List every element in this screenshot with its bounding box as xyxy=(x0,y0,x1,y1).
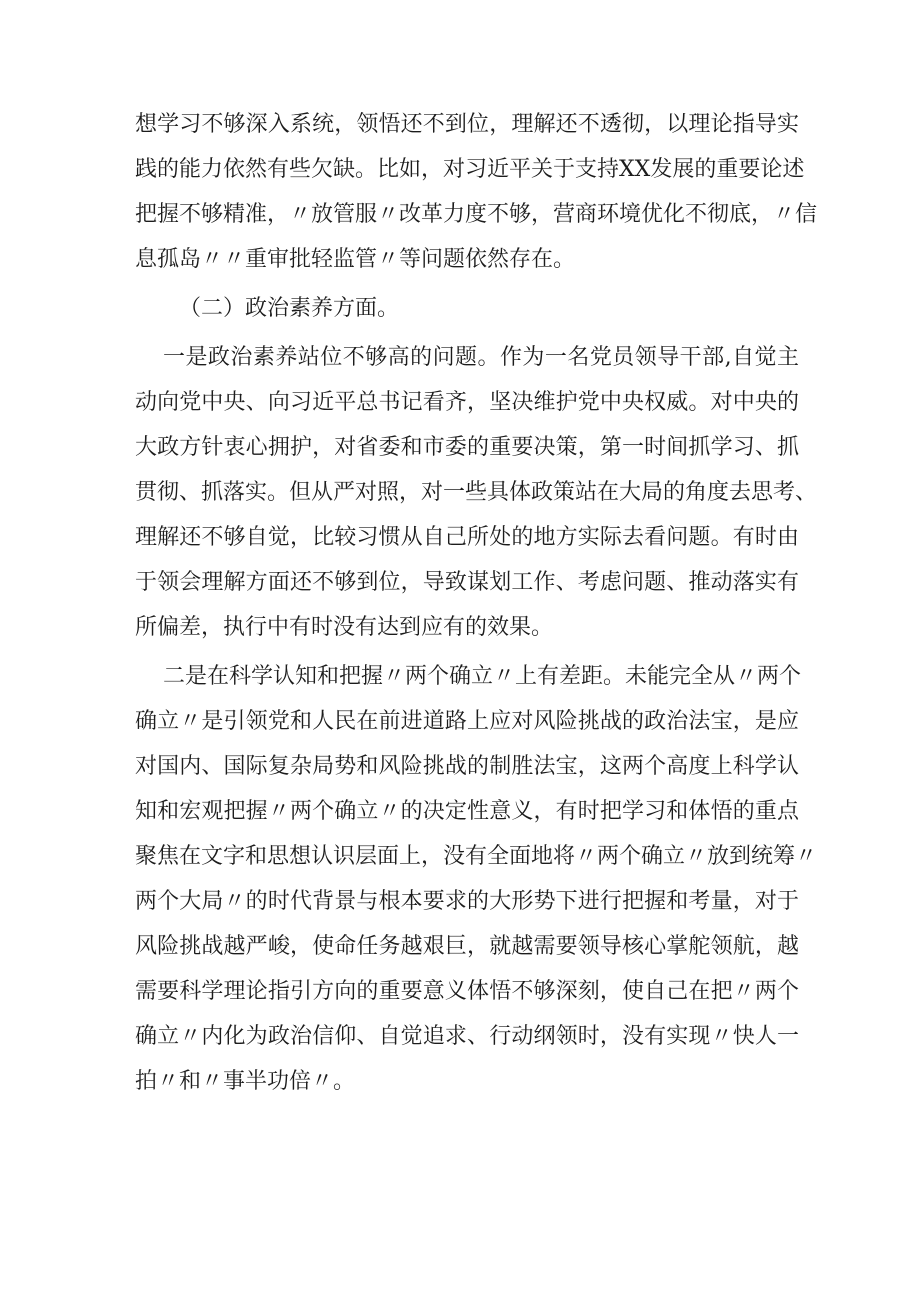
text-line: 聚焦在文字和思想认识层面上，没有全面地将〃两个确立〃放到统筹〃 xyxy=(135,844,818,869)
text-line: 践的能力依然有些欠缺。比如，对习近平关于支持XX发展的重要论述 xyxy=(135,157,805,182)
text-line: 两个大局〃的时代背景与根本要求的大形势下进行把握和考量，对于 xyxy=(135,889,799,914)
text-line: 确立〃内化为政治信仰、自觉追求、行动纲领时，没有实现〃快人一 xyxy=(135,1024,799,1049)
text-line: 对国内、国际复杂局势和风险挑战的制胜法宝，这两个高度上科学认 xyxy=(135,754,799,779)
text-line: 一是政治素养站位不够高的问题。作为一名党员领导干部,自觉主 xyxy=(163,345,799,370)
paragraph-two-establishments xyxy=(135,654,818,1104)
text-line: 想学习不够深入系统，领悟还不到位，理解还不透彻，以理论指导实 xyxy=(135,112,799,137)
text-line: 风险挑战越严峻，使命任务越艰巨，就越需要领导核心掌舵领航，越 xyxy=(135,934,799,959)
text-line: 拍〃和〃事半功倍〃。 xyxy=(135,1069,356,1094)
text-line: 贯彻、抓落实。但从严对照，对一些具体政策站在大局的角度去思考、 xyxy=(135,480,818,505)
text-line: 知和宏观把握〃两个确立〃的决定性意义，有时把学习和体悟的重点 xyxy=(135,799,799,824)
text-line: 确立〃是引领党和人民在前进道路上应对风险挑战的政治法宝，是应 xyxy=(135,709,799,734)
text-line: 二是在科学认知和把握〃两个确立〃上有差距。未能完全从〃两个 xyxy=(163,664,802,689)
text-line: 把握不够精准，〃放管服〃改革力度不够，营商环境优化不彻底，〃信 xyxy=(135,202,818,227)
text-line: 息孤岛〃〃重审批轻监管〃等问题依然存在。 xyxy=(135,247,576,272)
text-line: 需要科学理论指引方向的重要意义体悟不够深刻，使自己在把〃两个 xyxy=(135,979,799,1004)
paragraph-political-stance xyxy=(135,335,818,650)
text-line: 动向党中央、向习近平总书记看齐，坚决维护党中央权威。对中央的 xyxy=(135,390,799,415)
document-body xyxy=(135,102,818,1104)
text-line: 理解还不够自觉，比较习惯从自己所处的地方实际去看问题。有时由 xyxy=(135,525,799,550)
text-line: 于领会理解方面还不够到位，导致谋划工作、考虑问题、推动落实有 xyxy=(135,570,799,595)
section-heading: （二）政治素养方面。 xyxy=(179,296,400,321)
continuation-paragraph xyxy=(135,102,818,282)
text-line: 大政方针衷心拥护，对省委和市委的重要决策，第一时间抓学习、抓 xyxy=(135,435,799,460)
text-line: 所偏差，执行中有时没有达到应有的效果。 xyxy=(135,615,554,640)
